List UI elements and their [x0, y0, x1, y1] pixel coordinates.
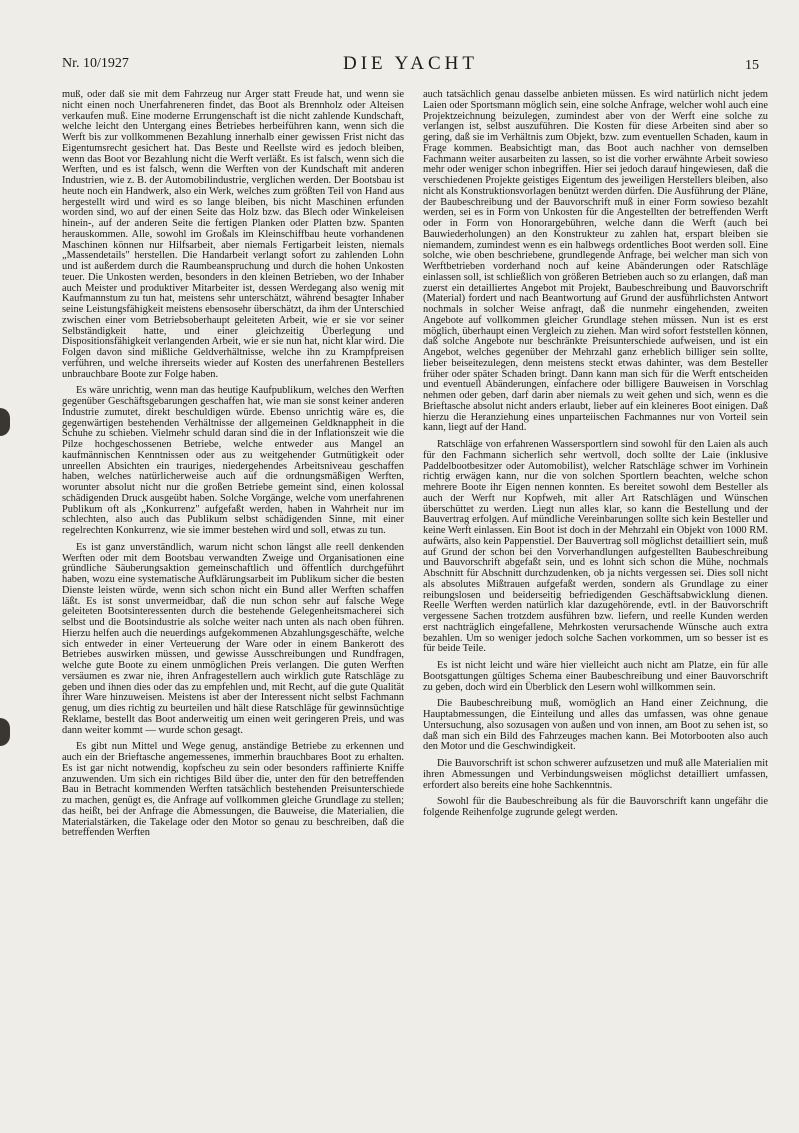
page-number: 15: [745, 58, 759, 73]
paragraph: Die Bauvorschrift ist schon schwerer aufzusetzen und muß alle Materialien mit ihren Abmessungen und Verbindungsweisen möglichst detailliert umfassen, erfordert also bereits eine hohe Sachkenntnis.: [423, 758, 768, 791]
right-column: [423, 90, 768, 1100]
paragraph: Es gibt nun Mittel und Wege genug, anständige Betriebe zu erkennen und auch ein der Brieftasche angemessenes, immerhin brauchbares Boot zu erhalten. Es ist gar nicht notwendig, kopfscheu zu sein oder besonders raffinierte Kniffe anzuwenden. Um sich ein richtiges Bild über die, unter den für den betreffenden Bau in Betracht kommenden Werften tatsächlich bestehenden Preisunterschiede zu machen, genügt es, die Anfrage auf vollkommen gleiche Grundlage zu stellen; das heißt, bei der Anfrage die Abmessungen, die Bauweise, die Materialien, die Materialstärken, die Takelage oder den Motor so genau zu beschreiben, daß die betreffenden Werften: [62, 741, 404, 839]
binder-hole: [0, 718, 10, 746]
issue-number: Nr. 10/1927: [62, 56, 129, 71]
binder-hole: [0, 408, 10, 436]
paragraph: Es ist ganz unverständlich, warum nicht schon längst alle reell denkenden Werften oder mit dem Bootsbau verwandten Zweige und Organisationen eine gründliche Säuberungsaktion gemeinschaftlich und öffentlich durchgeführt haben, wozu eine systematische Aufklärungsarbeit im Publikum sicher die besten Dienste leisten würde, wenn sich schon nicht ein Bund aller Werften schaffen läßt. Es ist sonst unvermeidbar, daß die nun schon sehr auf falsche Wege geleiteten Bootsinteressenten durch die bestehende Gelegenheitsmacherei sich selbst und die Bootsindustrie als solche weiter nach unten als nach oben führen. Hierzu helfen auch die neuerdings aufgekommenen Abzahlungsgeschäfte, welche sich entweder in einer Verteuerung der Ware oder in einem Bankerott des Betriebes auswirken müssen, und gewisse Ausschreibungen und Rundfragen, welche gute Boote zu einem unmöglichen Preis verlangen. Die guten Werften versäumen es zwar nie, ihren Anfragestellern auch wirklich gute Ratschläge zu geben und ihnen dies oder das zu empfehlen und, mit Recht, auf die gute Qualität ihrer Ware hinzuweisen. Meistens ist aber der Interessent nicht selbst Fachmann genug, um dies richtig zu beurteilen und hält diese Ratschläge für gewinnsüchtige Reklame, bestellt das Boot anderweitig um einen weit geringeren Preis, und was dann weiter kommt — wurde schon gesagt.: [62, 541, 404, 736]
paragraph: Sowohl für die Baubeschreibung als für die Bauvorschrift kann ungefähr die folgende Reihenfolge zugrunde gelegt werden.: [423, 796, 768, 818]
paragraph: Es ist nicht leicht und wäre hier vielleicht auch nicht am Platze, ein für alle Bootsgattungen gültiges Schema einer Baubeschreibung und einer Bauvorschrift zu geben, doch wird ein Überblick den Lesern wohl willkommen sein.: [423, 660, 768, 693]
left-column: [62, 90, 404, 1100]
page-header: [62, 53, 759, 78]
paragraph: Ratschläge von erfahrenen Wassersportlern sind sowohl für den Laien als auch für den Fachmann sicherlich sehr wertvoll, doch sollte der Laie (inklusive Paddelbootbesitzer oder Automobilist), welcher Ratschläge schwer im Vorhinein richtig erwägen kann, nur die von solchen Sportlern beachten, welche schon mehrere Boote ihr Eigen nennen konnten. Es bereitet sowohl dem Besteller als auch der Werft nur Kopfweh, mit aller Art Ratschlägen und Wünschen überschüttet zu werden. Liegt nun alles klar, so kann die Bestellung und der Bauvertrag erfolgen. Auf mündliche Vereinbarungen sollte sich kein Besteller und keine Werft einlassen. Ein Boot ist doch in der Mehrzahl ein Objekt von 1000 RM. aufwärts, also kein Pappenstiel. Der Bauvertrag soll möglichst detailliert sein, muß auf Grund der schon bei den Vorverhandlungen aufgestellten Baubeschreibung und Bauvorschrift abgefaßt sein, und es lohnt sich schon die Mühe, nochmals Abschnitt für Abschnitt durchzudenken, ob ja nichts vergessen sei. Dies soll nicht als absolutes Mißtrauen aufgefaßt werden, sondern als Grundlage zu einer reibungslosen und beiderseitig befriedigenden Geschäftsabwicklung dienen. Reelle Werften werden natürlich klar dazugehörende, evtl. in der Bauvorschrift vergessene Sachen trotzdem ausführen bzw. liefern, und reelle Kunden werden erst nachträglich eingefallene, Mehrkosten verursachende Wünsche auch extra bezahlen. Um so weniger jedoch solche Sachen vorkommen, um so besser ist es für beide Teile.: [423, 439, 768, 655]
paragraph: Es wäre unrichtig, wenn man das heutige Kaufpublikum, welches den Werften gegenüber Geschäftsgebarungen geschaffen hat, wie man sie sonst keiner anderen Industrie zumutet, direkt beschuldigen würde. Ebenso unrichtig wäre es, die gegenwärtigen bestehenden Verhältnisse der allgemeinen Geldknappheit in die Schuhe zu schieben. Vielmehr schuld daran sind die in der Inflationszeit wie die Pilze hochgeschossenen Betriebe, welche entweder aus Mangel an kaufmännischen Kenntnissen oder aus zu weitgehender Gutmütigkeit oder unreellen Absichten ein trauriges, niedergehendes Arbeitsniveau geschaffen haben, welches natürlicherweise auch auf die ordnungsmäßigen Werften, worunter absolut nicht nur die großen Betriebe gemeint sind, einen kolossal schädigenden Druck ausgeübt haben. Solche Vorgänge, welche vom unerfahrenen Publikum oft als „Konkurrenz" aufgefaßt werden, haben in Wahrheit nur im schlechten, also auch das Publikum selbst schädigenden Sinne, mit einer regelrechten Konkurrenz, wie sie immer bestehen wird und soll, etwas zu tun.: [62, 385, 404, 536]
paragraph: Die Baubeschreibung muß, womöglich an Hand einer Zeichnung, die Hauptabmessungen, die Einteilung und alles das umfassen, was ohne genaue Untersuchung, also sozusagen von außen und von innen, am Boot zu sehen ist, so daß man sich ein Bild des Fahrzeuges machen kann. Bei Motorbooten also auch den Motor und die Geschwindigkeit.: [423, 698, 768, 753]
magazine-title: DIE YACHT: [342, 53, 479, 74]
paragraph: muß, oder daß sie mit dem Fahrzeug nur Ärger statt Freude hat, und wenn sie nicht einen noch Unerfahreneren findet, das Boot als Brennholz oder Alteisen verkaufen muß. Eine moderne Errungenschaft ist die nicht zahlende Kundschaft, welche leicht den Untergang eines Betriebes herbeiführen kann, wenn sich die Werft bis zur vollkommenen Bezahlung innerhalb einer gewissen Frist nicht das Eigentumsrecht gesichert hat. Das Beste und Reellste wird es jedoch bleiben, wenn das Boot vor Bezahlung nicht die Werft verläßt. Es ist falsch, wenn sich die Werften, und es ist falsch, wenn die Werften von der Kundschaft mit anderen Industrien, wie z. B. der Automobilindustrie, verglichen werden. Der Bootsbau ist heute noch ein Handwerk, also ein Werk, welches zum größten Teil von Hand aus hergestellt wird und wird es so lange bleiben, bis nicht Maschinen erfunden worden sind, wo auf der einen Seite das Holz bzw. das Blech oder Winkeleisen hinein-, auf der anderen Seite die fertigen Planken oder Platten bzw. Spanten herauskommen. Alle, sowohl im Großals im Kleinschiffbau heute vorhandenen Maschinen können nur Hilfsarbeit, aber niemals Fertigarbeit leisten, niemals „Massendetails" herstellen. Die Handarbeit verlangt sofort zu zahlenden Lohn und ist außerdem durch die Raumbeanspruchung und durch die hohen Unkosten teuer. Die Unkosten werden, besonders in den kleinen Betrieben, wo der Inhaber auch Meister und produktiver Mitarbeiter ist, dessen Werdegang also wenig mit Kaufmannstum zu tun hat, meistens sehr unterschätzt, während besagter Inhaber seine Leistungsfähigkeit meistens ebensosehr überschätzt, da ihm der Unterschied zwischen einer vom Betriebsoberhaupt geleiteten Arbeit, wie er sie vor seiner Selbständigkeit hatte, und einer gleichzeitig Überlegung und Dispositionsfähigkeit verlangenden Arbeit, wie er sie nun hat, nicht klar wird. Die Folgen davon sind mißliche Geldverhältnisse, welche ihn zu Krampfpreisen verführen, und welche ihrerseits wieder auf Kosten des unerfahrenen Bestellers unbrauchbare Boote zur Folge haben.: [62, 90, 404, 380]
paragraph: auch tatsächlich genau dasselbe anbieten müssen. Es wird natürlich nicht jedem Laien oder Sportsmann möglich sein, eine solche Anfrage, welcher wohl auch eine Projektzeichnung beizulegen, zumindest aber von der Werft eine solche zu verlangen ist, selbst auszuführen. Die Kosten für diese Arbeiten sind aber so gering, daß sie im Verhältnis zum Objekt, bzw. zum eventuellen Schaden, kaum in Frage kommen. Beabsichtigt man, das Boot auch nachher von demselben Fachmann weiter ausarbeiten zu lassen, so ist die vorher erwähnte Arbeit sowieso mehr oder weniger schon inbegriffen. Hier sei jedoch darauf hingewiesen, daß die verschiedenen Projekte geistiges Eigentum des jeweiligen Herstellers bleiben, also nicht als Konstruktionsvorlagen benützt werden dürfen. Die Ausführung der Pläne, der Baubeschreibung und der Bauvorschrift muß in einer Form sowieso bezahlt werden, sei es in Form von Unkosten für die Angestellten der betreffenden Werft oder in Form von Honorargebühren, welche dann die Werft (auch bei Bauwiederholungen) an den Konstrukteur zu zahlen hat, erspart bleiben sie niemandem, zumindest wenn es ein halbwegs ordentliches Boot werden soll. Eine solche, wie oben beschriebene, grundlegende Anfrage, bei welcher man sich von Werftbetrieben vorderhand noch auf keine Abänderungen oder Ratschläge einlassen soll, ist schließlich von größeren Betrieben auch so zu erlangen, daß man zuerst ein detailliertes Angebot mit Projekt, Baubeschreibung und Bauvorschrift (Material) fordert und nach Beantwortung auf Grund der ausführlichsten Antwort nochmals in solcher Weise anfragt, daß die nunmehr eingehenden, zweiten Angebote auf vollkommen gleicher Grundlage stehen müssen. Nun ist es erst möglich, überhaupt einen Vergleich zu ziehen. Man wird sofort feststellen können, daß solche Angebote nur beschränkte Preisunterschiede aufweisen, und ist ein Angebot, welches gegenüber der Mehrzahl ganz erheblich billiger sein sollte, lieber beiseitezulegen, denn meistens steckt etwas dahinter, was dem Besteller früher oder später Schaden bringt. Dann kann man sich für die Werft entscheiden und eventuell Abänderungen, einfachere oder billigere Bauweisen in Vorschlag nehmen oder geben, darf darin aber niemals zu weit gehen und sich, wenn es die Brieftasche absolut nicht anders erlaubt, lieber auf ein kleineres Boot einigen. Daß hierzu die Heranziehung eines unparteiischen Fachmannes nur von Vorteil sein kann, liegt auf der Hand.: [423, 90, 768, 434]
